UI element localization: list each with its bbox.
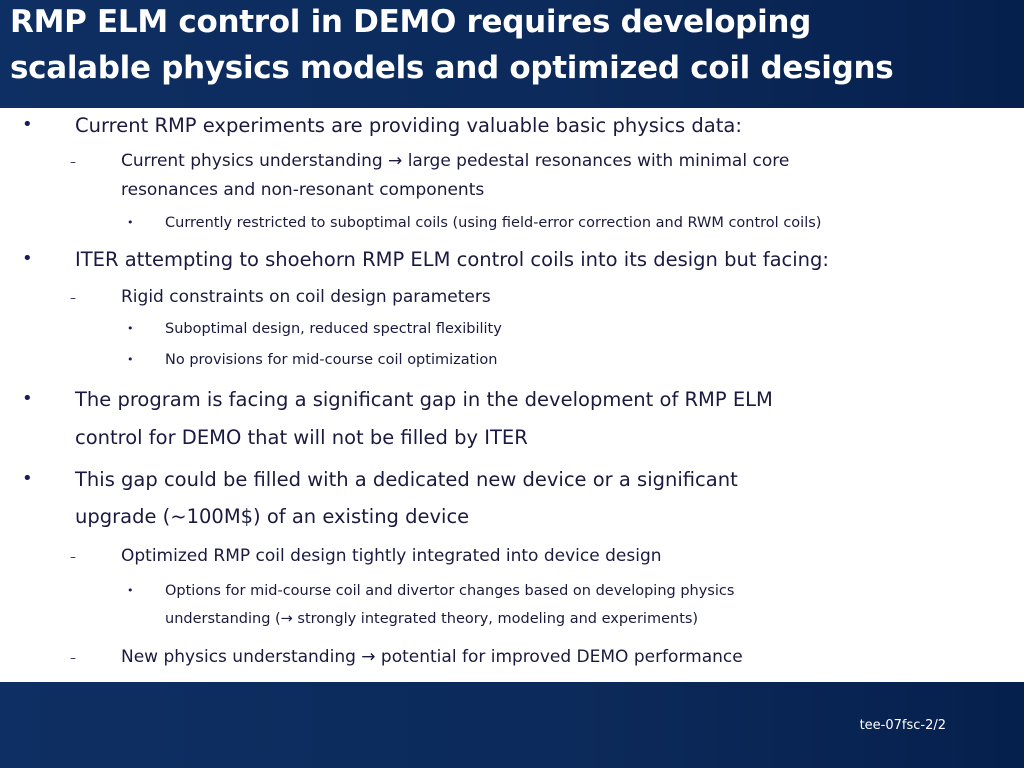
bullet-marker: •: [127, 322, 134, 335]
bullet-marker: •: [127, 216, 134, 229]
bullet-text: Currently restricted to suboptimal coils (using field-error correction and RWM control coils): [165, 215, 822, 231]
bullet-marker: •: [22, 248, 33, 269]
bullet-text: resonances and non-resonant components: [121, 180, 485, 200]
slide-content: [0, 108, 1024, 682]
bullet-text: New physics understanding → potential for improved DEMO performance: [121, 647, 743, 667]
bullet-marker: •: [22, 388, 33, 409]
slide-title-line-2: scalable physics models and optimized coil designs: [10, 50, 894, 86]
footer-bar: [0, 682, 1024, 768]
bullet-text: ITER attempting to shoehorn RMP ELM control coils into its design but facing:: [75, 248, 829, 271]
dash-marker: –: [70, 651, 76, 665]
bullet-text: upgrade (~100M$) of an existing device: [75, 505, 470, 528]
bullet-marker: •: [22, 468, 33, 489]
bullet-text: Rigid constraints on coil design parameters: [121, 287, 491, 307]
bullet-text: Options for mid-course coil and divertor changes based on developing physics: [165, 583, 735, 599]
bullet-text: Current RMP experiments are providing valuable basic physics data:: [75, 114, 742, 137]
dash-marker: –: [70, 291, 76, 305]
bullet-text: understanding (→ strongly integrated theory, modeling and experiments): [165, 611, 699, 627]
bullet-marker: •: [127, 584, 134, 597]
bullet-marker: •: [127, 353, 134, 366]
bullet-marker: •: [22, 114, 33, 135]
bullet-text: Suboptimal design, reduced spectral flexibility: [165, 321, 502, 337]
bullet-text: This gap could be filled with a dedicated new device or a significant: [75, 468, 738, 491]
bullet-text: No provisions for mid-course coil optimization: [165, 352, 498, 368]
slide-title-line-1: RMP ELM control in DEMO requires developing: [10, 4, 812, 40]
bullet-text: control for DEMO that will not be filled by ITER: [75, 426, 528, 449]
dash-marker: –: [70, 155, 76, 169]
title-bar: [0, 0, 1024, 108]
slide-code: tee-07fsc-2/2: [859, 718, 946, 733]
bullet-text: Current physics understanding → large pedestal resonances with minimal core: [121, 151, 790, 171]
bullet-text: The program is facing a significant gap in the development of RMP ELM: [75, 388, 773, 411]
bullet-text: Optimized RMP coil design tightly integrated into device design: [121, 546, 662, 566]
dash-marker: –: [70, 550, 76, 564]
